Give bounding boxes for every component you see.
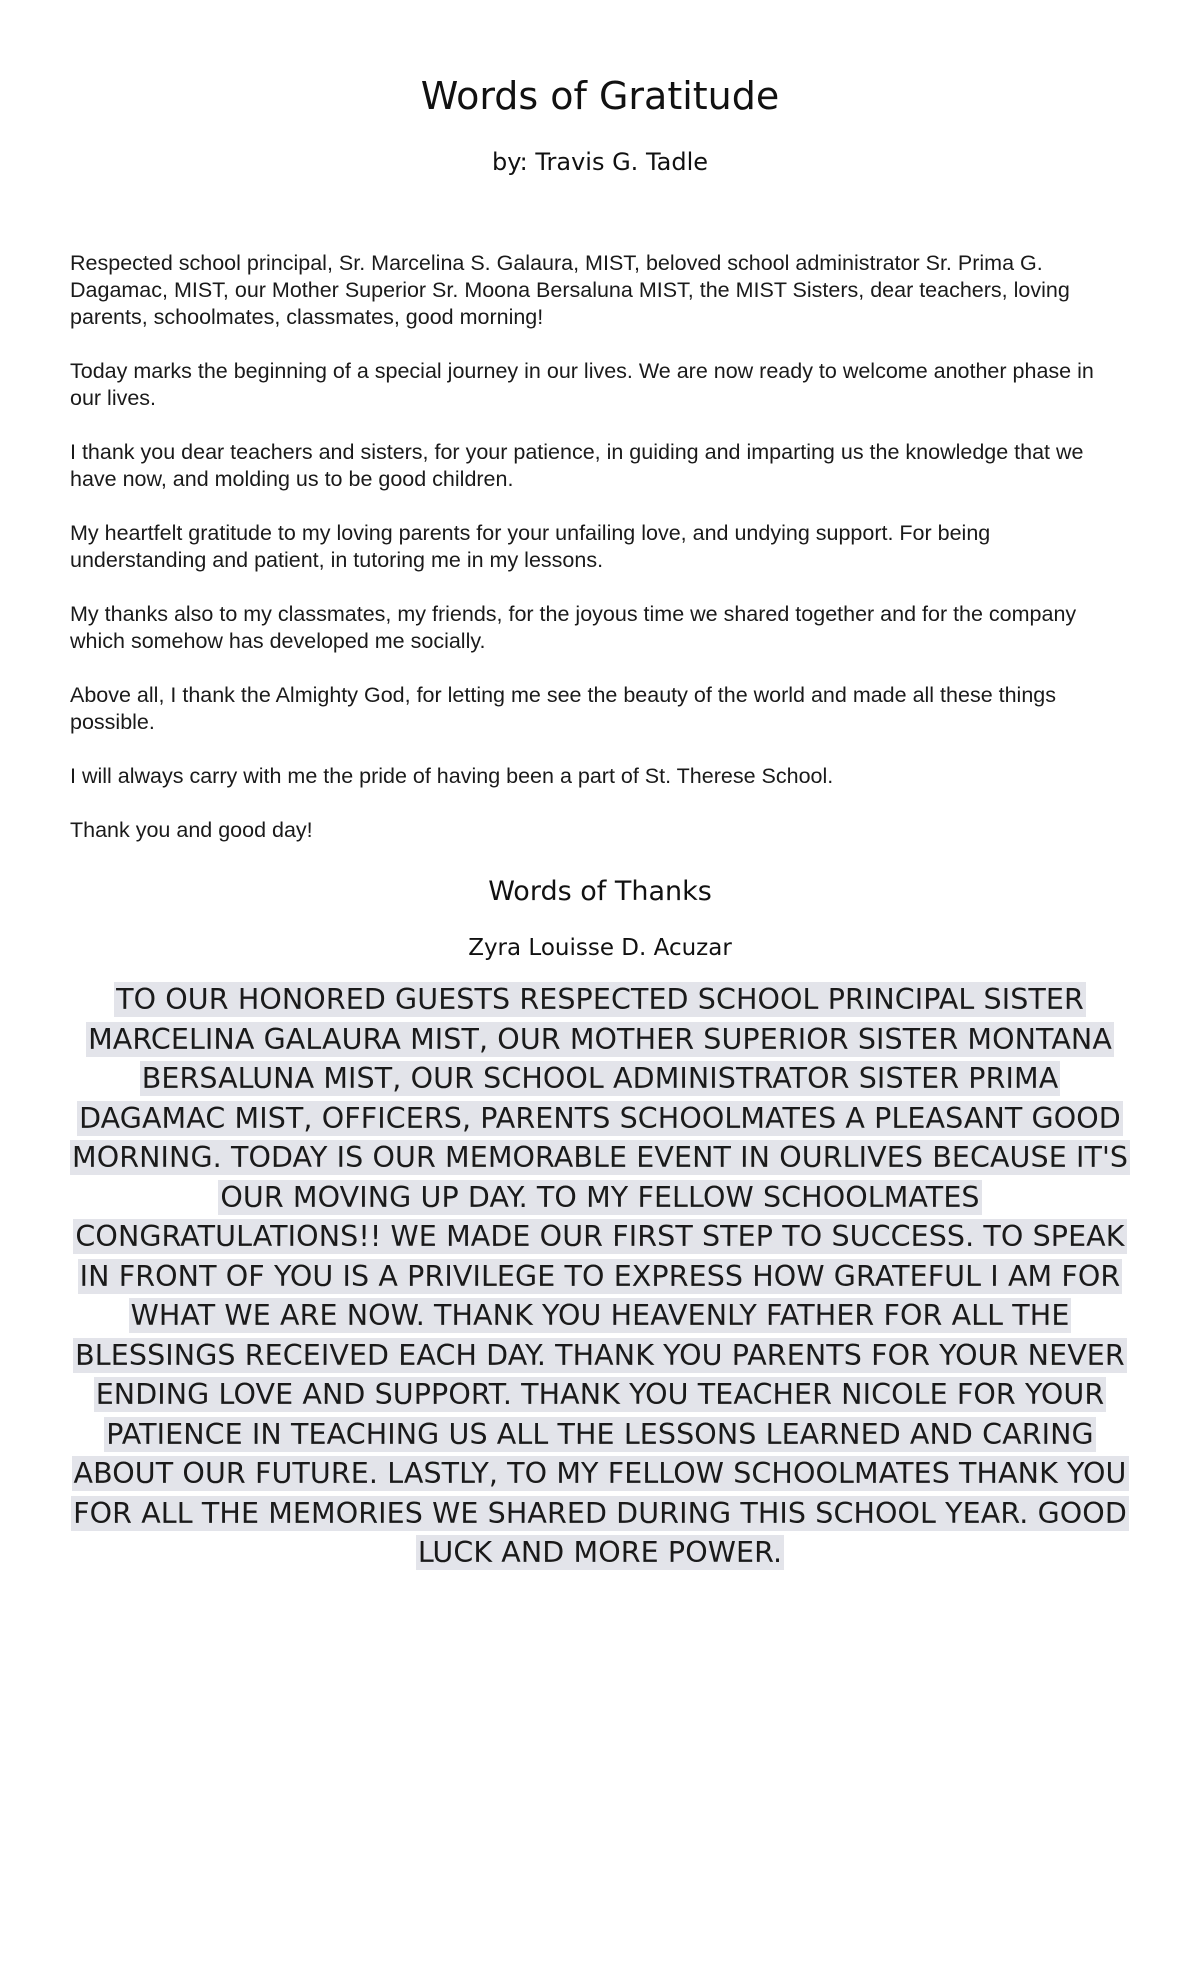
speech-paragraph: My heartfelt gratitude to my loving parents for your unfailing love, and undying support. For being understanding and patient, in tutoring me in my lessons.: [70, 521, 991, 572]
speech-paragraph: Today marks the beginning of a special journey in our lives. We are now ready to welcome another phase in our lives.: [70, 359, 1094, 410]
gratitude-speech: [70, 250, 1130, 871]
speech-paragraph: I will always carry with me the pride of having been a part of St. Therese School.: [70, 764, 834, 788]
speech-paragraph: Respected school principal, Sr. Marcelina S. Galaura, MIST, beloved school administrator Sr. Prima G. Dagamac, MIST, our Mother Superior Sr. Moona Bersaluna MIST, the MIST Sisters, dear teachers, loving parents, schoolmates, classmates, good morning!: [70, 251, 1070, 329]
document-byline: by: Travis G. Tadle: [491, 148, 709, 176]
section-author: Zyra Louisse D. Acuzar: [468, 935, 732, 961]
highlighted-text: TO OUR HONORED GUESTS RESPECTED SCHOOL PRINCIPAL SISTER MARCELINA GALAURA MIST, OUR MOTHER SUPERIOR SISTER MONTANA BERSALUNA MIST, OUR SCHOOL ADMINISTRATOR SISTER PRIMA DAGAMAC MIST, OFFICERS, PARENTS SCHOOLMATES A PLEASANT GOOD MORNING. TODAY IS OUR MEMORABLE EVENT IN OURLIVES BECAUSE IT'S OUR MOVING UP DAY. TO MY FELLOW SCHOOLMATES CONGRATULATIONS!! WE MADE OUR FIRST STEP TO SUCCESS. TO SPEAK IN FRONT OF YOU IS A PRIVILEGE TO EXPRESS HOW GRATEFUL I AM FOR WHAT WE ARE NOW. THANK YOU HEAVENLY FATHER FOR ALL THE BLESSINGS RECEIVED EACH DAY. THANK YOU PARENTS FOR YOUR NEVER ENDING LOVE AND SUPPORT. THANK YOU TEACHER NICOLE FOR YOUR PATIENCE IN TEACHING US ALL THE LESSONS LEARNED AND CARING ABOUT OUR FUTURE. LASTLY, TO MY FELLOW SCHOOLMATES THANK YOU FOR ALL THE MEMORIES WE SHARED DURING THIS SCHOOL YEAR. GOOD LUCK AND MORE POWER.: [72, 983, 1129, 1569]
document-title: Words of Gratitude: [420, 74, 780, 118]
speech-paragraph: Above all, I thank the Almighty God, for letting me see the beauty of the world and made all these things possible.: [70, 683, 1056, 734]
speech-paragraph: I thank you dear teachers and sisters, for your patience, in guiding and imparting us the knowledge that we have now, and molding us to be good children.: [70, 440, 1084, 491]
thanks-speech: [70, 980, 1130, 1573]
section-title: Words of Thanks: [488, 876, 712, 907]
speech-paragraph: Thank you and good day!: [70, 818, 313, 842]
speech-paragraph: My thanks also to my classmates, my friends, for the joyous time we shared together and for the company which somehow has developed me socially.: [70, 602, 1077, 653]
